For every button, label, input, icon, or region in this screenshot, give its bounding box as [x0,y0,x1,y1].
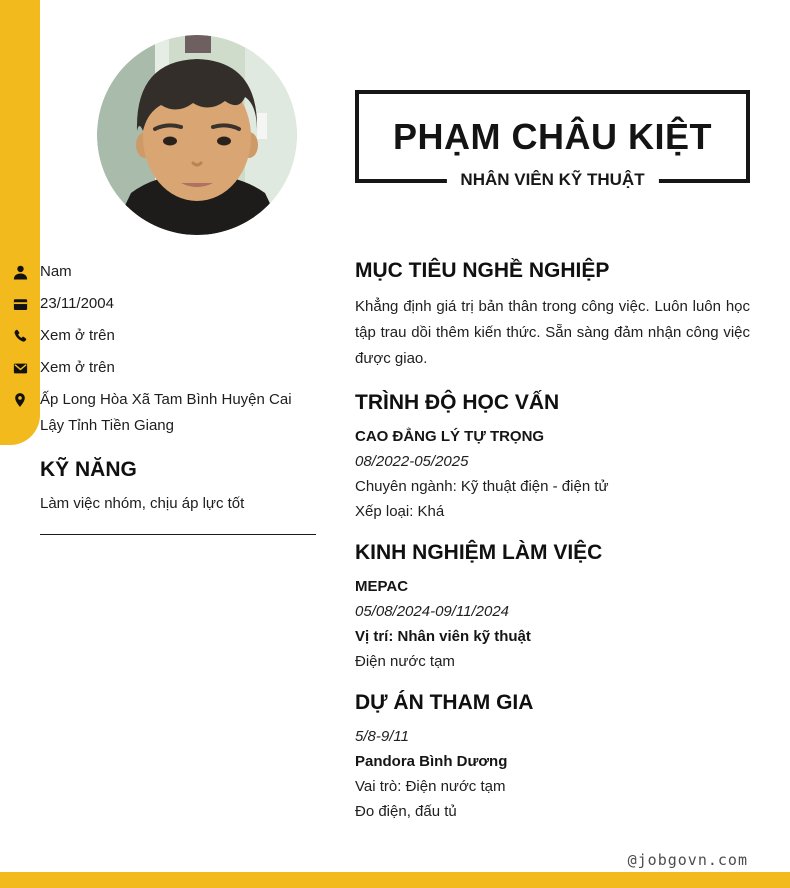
profile-photo-illustration [97,35,297,235]
left-column [0,259,316,535]
contact-phone: Xem ở trên [40,327,115,344]
education-heading: TRÌNH ĐỘ HỌC VẤN [355,391,560,414]
project-description: Đo điện, đấu tủ [355,803,457,820]
project-role: Vai trò: Điện nước tạm [355,778,506,795]
projects-section [355,690,750,822]
projects-heading: DỰ ÁN THAM GIA [355,691,534,714]
candidate-job-title: NHÂN VIÊN KỸ THUẬT [446,170,658,190]
calendar-icon [0,291,40,317]
education-section [355,390,750,522]
name-banner [355,90,750,189]
objective-heading: MỤC TIÊU NGHỀ NGHIỆP [355,259,610,282]
experience-heading: KINH NGHIỆM LÀM VIỆC [355,541,603,564]
contact-row-address [0,387,316,439]
person-icon [0,259,40,285]
skills-heading: KỸ NĂNG [40,458,137,481]
experience-dates: 05/08/2024-09/11/2024 [355,603,510,620]
contact-gender: Nam [40,263,72,280]
education-school: CAO ĐẲNG LÝ TỰ TRỌNG [355,428,545,445]
contact-address: Ấp Long Hòa Xã Tam Bình Huyện Cai Lậy Tỉnh Tiền Giang [40,391,292,434]
skills-section [40,457,316,535]
phone-icon [0,323,40,349]
contact-email: Xem ở trên [40,359,115,376]
watermark: @jobgovn.com [627,851,748,869]
bottom-accent-bar [0,872,790,888]
experience-company: MEPAC [355,578,409,595]
education-major: Chuyên ngành: Kỹ thuật điện - điện tử [355,478,609,495]
experience-section [355,540,750,672]
skills-divider [40,534,316,535]
experience-description: Điện nước tạm [355,653,455,670]
right-column [355,258,750,826]
education-dates: 08/2022-05/2025 [355,453,469,470]
profile-photo [97,35,297,235]
objective-body: Khẳng định giá trị bản thân trong công việc. Luôn luôn học tập trau dồi thêm kiến thức. Sẵn sàng đảm nhận công việc được giao. [355,298,750,367]
project-name: Pandora Bình Dương [355,753,508,770]
skills-text: Làm việc nhóm, chịu áp lực tốt [40,495,245,512]
objective-section [355,258,750,372]
education-grade: Xếp loại: Khá [355,503,445,520]
contact-row-phone [0,323,316,349]
location-icon [0,387,40,413]
candidate-name: PHẠM CHÂU KIỆT [393,115,712,157]
contact-birthday: 23/11/2004 [40,295,114,312]
project-dates: 5/8-9/11 [355,728,409,745]
contact-row-email [0,355,316,381]
email-icon [0,355,40,381]
experience-position: Vị trí: Nhân viên kỹ thuật [355,628,531,645]
contact-row-gender [0,259,316,285]
contact-row-birthday [0,291,316,317]
